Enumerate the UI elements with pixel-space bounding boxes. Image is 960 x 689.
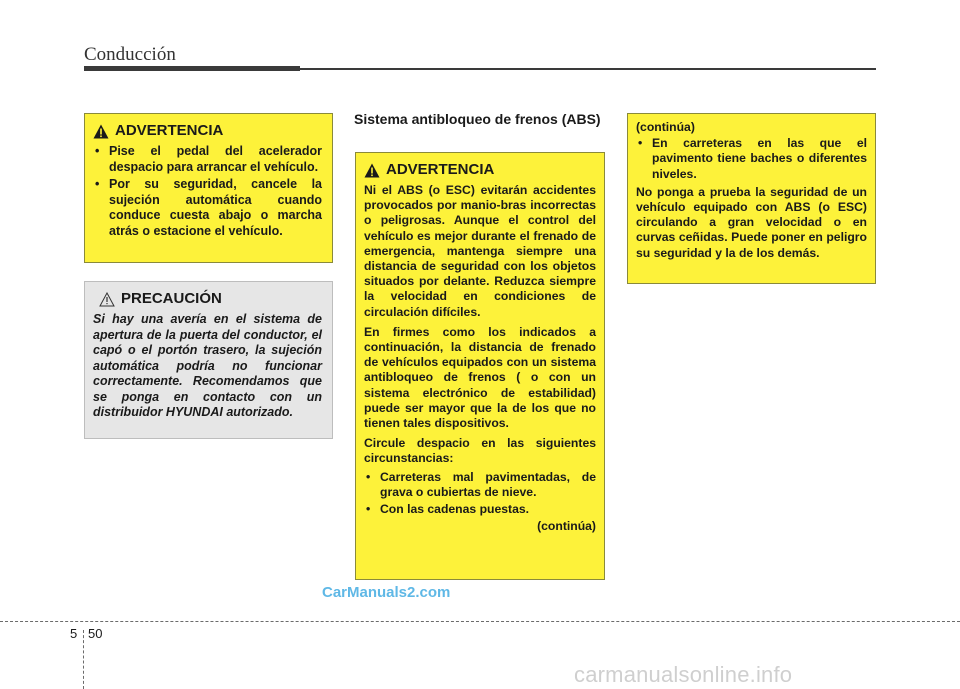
list-item: • Por su seguridad, cancele la sujeción automática cuando conduce cuesta abajo o marcha atrás o estacione el vehículo. bbox=[93, 177, 322, 239]
warning-box-continued bbox=[627, 113, 876, 284]
abs-paragraph-3: Circule despacio en las siguientes circunstancias: bbox=[364, 436, 596, 466]
footer-site-link[interactable]: carmanualsonline.info bbox=[574, 662, 793, 687]
list-item: • Carreteras mal pavimentadas, de grava o cubiertas de nieve. bbox=[364, 470, 596, 500]
footer-vertical-divider bbox=[83, 630, 84, 689]
continued-label: (continúa) bbox=[537, 519, 596, 534]
warning-box-2 bbox=[355, 152, 605, 580]
warning-box-1 bbox=[84, 113, 333, 263]
watermark-link[interactable]: CarManuals2.com bbox=[322, 584, 451, 601]
warning-heading-text: ADVERTENCIA bbox=[115, 122, 224, 139]
continued-label: (continúa) bbox=[636, 120, 695, 134]
warning-box-2-heading bbox=[364, 161, 596, 179]
page-chapter-number: 5 bbox=[70, 626, 78, 641]
continued-list bbox=[636, 136, 867, 182]
header-rule-thick bbox=[84, 66, 300, 71]
page-number: 50 bbox=[88, 626, 103, 641]
header-rule-thin bbox=[300, 68, 876, 70]
abs-conditions-list bbox=[364, 470, 596, 518]
list-item: • En carreteras en las que el pavimento tiene baches o diferentes niveles. bbox=[636, 136, 867, 182]
section-title: Sistema antibloqueo de frenos (ABS) bbox=[354, 111, 601, 127]
caution-text: Si hay una avería en el sistema de apertura de la puerta del conductor, el capó o el portón trasero, la sujeción automática podría no funcionar correctamente. Recomendamos que se ponga en contacto con un distribuidor HYUNDAI autorizado. bbox=[93, 312, 322, 419]
warning-triangle-icon bbox=[93, 124, 109, 139]
continued-paragraph: No ponga a prueba la seguridad de un vehículo equipado con ABS (o ESC) circulando a gran velocidad o en curvas ceñidas. Puede poner en peligro su seguridad y la de los demás. bbox=[636, 184, 867, 260]
list-item: • Pise el pedal del acelerador despacio para arrancar el vehículo. bbox=[93, 144, 322, 175]
warning-box-1-list bbox=[93, 144, 322, 239]
caution-heading-text: PRECAUCIÓN bbox=[121, 290, 222, 307]
footer-divider bbox=[0, 621, 960, 622]
list-item: • Con las cadenas puestas. bbox=[364, 502, 596, 517]
warning-box-1-heading bbox=[93, 122, 322, 140]
abs-paragraph-1: Ni el ABS (o ESC) evitarán accidentes provocados por manio-bras incorrectas o peligrosas. Aunque el control del vehículo es mejor durante el frenado de emergencia, mantenga siempre una distancia de seguridad con los objetos situados por delante. Reduzca siempre la velocidad en condiciones de circulación difíciles. bbox=[364, 183, 596, 319]
warning-triangle-icon bbox=[364, 163, 380, 178]
warning-heading-text: ADVERTENCIA bbox=[386, 161, 495, 178]
caution-box bbox=[84, 281, 333, 439]
caution-box-heading bbox=[93, 290, 322, 308]
page-header-title: Conducción bbox=[84, 44, 176, 65]
caution-triangle-icon bbox=[99, 292, 115, 307]
abs-paragraph-2: En firmes como los indicados a continuación, la distancia de frenado de vehículos equipados con un sistema antibloqueo de frenos ( o con un sistema electrónico de estabilidad) puede ser mayor que la de los que no tienen tales dispositivos. bbox=[364, 324, 596, 431]
